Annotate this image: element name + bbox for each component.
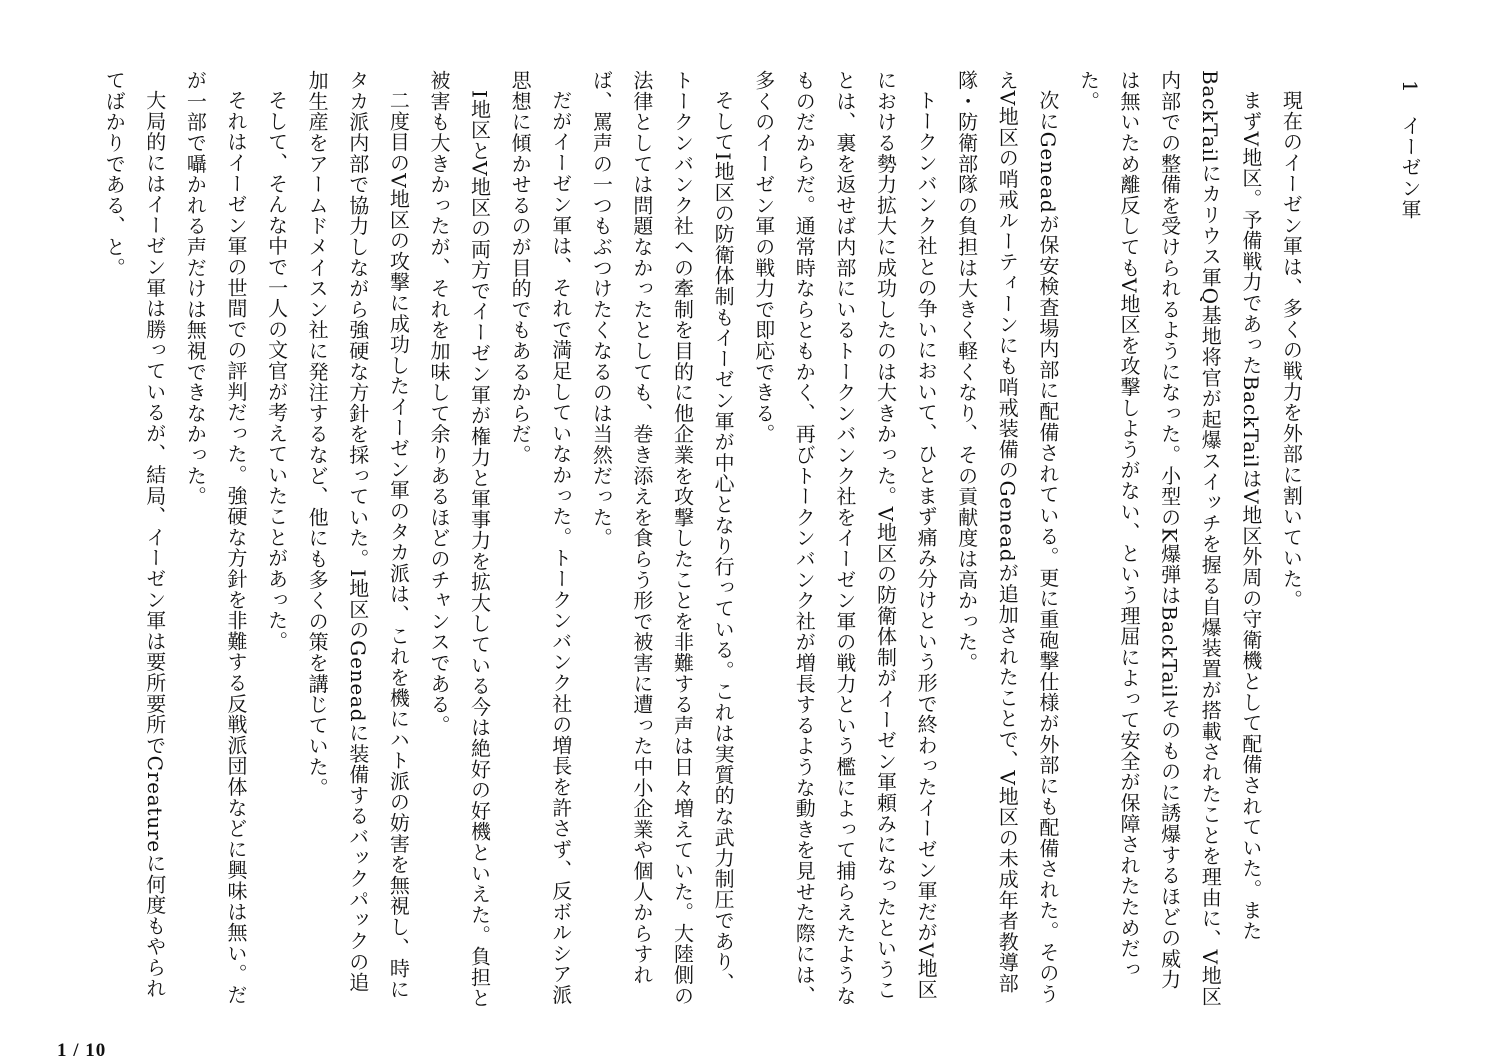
paragraph: 現在のイーゼン軍は、多くの戦力を外部に割いていた。 [1279, 90, 1304, 610]
chapter-heading [1311, 70, 1430, 1010]
vertical-text-body [94, 70, 1430, 1010]
chapter-number: 1 [1398, 80, 1422, 94]
paragraph: 二度目のV地区の攻撃に成功したイーゼン軍のタカ派は、これを機にハト派の妨害を無視し、時にタカ派内部で協力しながら強硬な方針を採っていた。I地区のGeneadに装備するバックパックの追加生産をアームドメイスン社に発注するなど、他にも多くの策を講じていた。 [305, 70, 411, 1000]
chapter-title: イーゼン軍 [1398, 115, 1422, 220]
page-indicator: 1 / 10 [57, 1040, 107, 1061]
paragraph: だがイーゼン軍は、それで満足していなかった。トークンバンク社の増長を許さず、反ボルシア派思想に傾かせるのが目的でもあるからだ。 [508, 70, 573, 1006]
paragraph: 次にGeneadが保安検査場内部に配備されている。更に重砲撃仕様が外部にも配備された。そのうえV地区の哨戒ルーティーンにも哨戒装備のGeneadが追加されたことで、V地区の未成年者教導部隊・防衛部隊の負担は大きく軽くなり、その貢献度は高かった。 [954, 70, 1060, 1005]
paragraph: それはイーゼン軍の世間での評判だった。強硬な方針を非難する反戦派団体などに興味は無い。だが一部で囁かれる声だけは無視できなかった。 [183, 70, 248, 1006]
paragraph: まずV地区。予備戦力であったBackTailはV地区外周の守衛機として配備されていた。またBackTailにカリウス軍Q基地将官が起爆スイッチを握る自爆装置が搭載されたことを理由に、V地区内部での整備を受けられるようになった。小型のK爆弾はBackTailそのものに誘爆するほどの威力は無いため離反してもV地区を攻撃しようがない、という理屈によって安全が保障されたためだった。 [1076, 70, 1263, 1007]
paragraph: そして、そんな中で一人の文官が考えていたことがあった。 [264, 90, 289, 652]
paragraph: I地区とV地区の両方でイーゼン軍が権力と軍事力を拡大している今は絶好の好機といえた。負担と被害も大きかったが、それを加味して余りあるほどのチャンスである。 [426, 70, 492, 1009]
paragraph: 大局的にはイーゼン軍は勝っているが、結局、イーゼン軍は要所要所でCreatureに何度もやられてばかりである、と。 [102, 70, 167, 999]
paragraph: そしてI地区の防衛体制もイーゼン軍が中心となり行っている。これは実質的な武力制圧であり、トークンバンク社への牽制を目的に他企業を攻撃したことを非難する声は日々増えていた。大陸側の法律としては問題なかったとしても、巻き添えを食らう形で被害に遭った中小企業や個人からすれば、罵声の一つもぶつけたくなるのは当然だった。 [589, 70, 736, 1006]
document-page [70, 70, 1430, 1010]
paragraph: トークンバンク社との争いにおいて、ひとまず痛み分けという形で終わったイーゼン軍だがV地区における勢力拡大に成功したのは大きかった。V地区の防衛体制がイーゼン軍頼みになったということは、裏を返せば内部にいるトークンバンク社をイーゼン軍の戦力という檻によって捕らえたようなものだからだ。通常時ならともかく、再びトークンバンク社が増長するような動きを見せた際には、多くのイーゼン軍の戦力で即応できる。 [751, 70, 939, 1006]
